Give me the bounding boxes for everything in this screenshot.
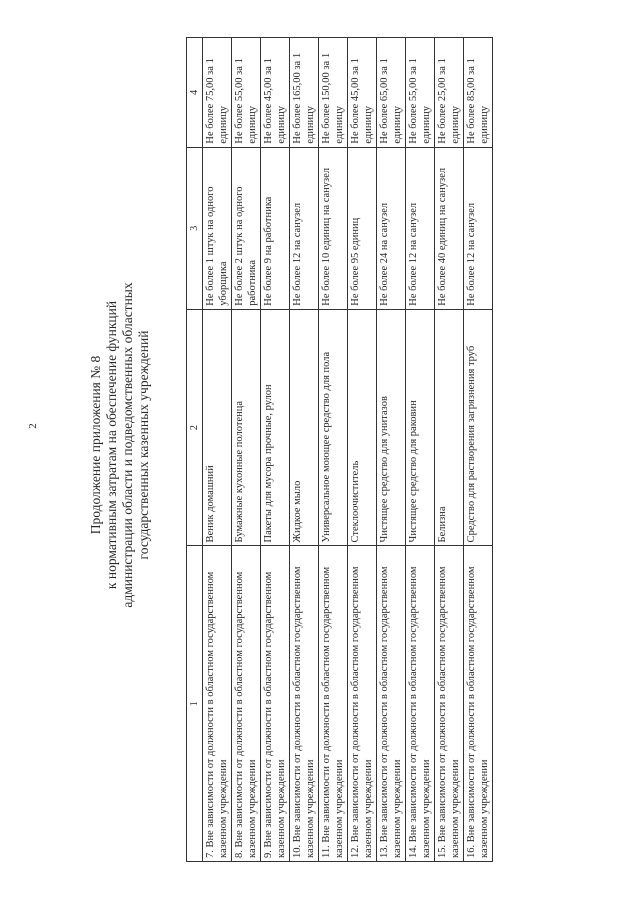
quantity-cell: Не более 1 штук на одного уборщика [203, 147, 232, 309]
position-cell: 7. Вне зависимости от должности в областном государственном казенном учреждении [203, 546, 232, 862]
table-row [203, 38, 232, 862]
quantity-cell: Не более 12 на санузел [290, 147, 319, 309]
table-row [290, 38, 319, 862]
table-row [406, 38, 435, 862]
heading-line-1: Продолжение приложения № 8 [88, 355, 103, 535]
quantity-cell: Не более 95 единиц [348, 147, 377, 309]
price-cell: Не более 165,00 за 1 единицу [290, 38, 319, 148]
item-cell: Белизна [435, 309, 464, 546]
position-cell: 9. Вне зависимости от должности в областном государственном казенном учреждении [261, 546, 290, 862]
price-cell: Не более 85,00 за 1 единицу [464, 38, 493, 148]
column-header: 3 [187, 147, 203, 309]
quantity-cell: Не более 40 единиц на санузел [435, 147, 464, 309]
item-cell: Средство для растворения загрязнения труб [464, 309, 493, 546]
column-header: 1 [187, 546, 203, 862]
table-header-row [187, 38, 203, 862]
heading-line-2: к нормативным затратам на обеспечение функций [104, 300, 119, 590]
item-cell: Стеклоочиститель [348, 309, 377, 546]
item-cell: Веник домашний [203, 309, 232, 546]
quantity-cell: Не более 12 на санузел [464, 147, 493, 309]
quantity-cell: Не более 9 на работника [261, 147, 290, 309]
position-cell: 14. Вне зависимости от должности в областном государственном казенном учреждении [406, 546, 435, 862]
heading-line-4: государственных казенных учреждений [136, 330, 151, 560]
item-cell: Пакеты для мусора прочные, рулон [261, 309, 290, 546]
position-cell: 16. Вне зависимости от должности в областном государственном казенном учреждении [464, 546, 493, 862]
item-cell: Чистящее средство для раковин [406, 309, 435, 546]
table-row [348, 38, 377, 862]
quantity-cell: Не более 12 на санузел [406, 147, 435, 309]
table-row [232, 38, 261, 862]
page-number: 2 [26, 423, 39, 429]
item-cell: Чистящее средство для унитазов [377, 309, 406, 546]
item-cell: Жидкое мыло [290, 309, 319, 546]
position-cell: 8. Вне зависимости от должности в областном государственном казенном учреждении [232, 546, 261, 862]
position-cell: 15. Вне зависимости от должности в областном государственном казенном учреждении [435, 546, 464, 862]
price-cell: Не более 45,00 за 1 единицу [261, 38, 290, 148]
price-cell: Не более 65,00 за 1 единицу [377, 38, 406, 148]
quantity-cell: Не более 24 на санузел [377, 147, 406, 309]
item-cell: Универсальное моющее средство для пола [319, 309, 348, 546]
position-cell: 11. Вне зависимости от должности в областном государственном казенном учреждении [319, 546, 348, 862]
position-cell: 10. Вне зависимости от должности в областном государственном казенном учреждении [290, 546, 319, 862]
position-cell: 12. Вне зависимости от должности в областном государственном казенном учреждении [348, 546, 377, 862]
table-row [319, 38, 348, 862]
table-row [261, 38, 290, 862]
price-cell: Не более 55,00 за 1 единицу [406, 38, 435, 148]
quantity-cell: Не более 2 штук на одного работника [232, 147, 261, 309]
price-cell: Не более 75,00 за 1 единицу [203, 38, 232, 148]
heading-line-3: администрации области и подведомственных областных [120, 282, 135, 608]
document-heading [88, 10, 152, 880]
position-cell: 13. Вне зависимости от должности в областном государственном казенном учреждении [377, 546, 406, 862]
price-cell: Не более 55,00 за 1 единицу [232, 38, 261, 148]
column-header: 2 [187, 309, 203, 546]
table-row [377, 38, 406, 862]
table-row [464, 38, 493, 862]
document-page [88, 10, 558, 880]
column-header: 4 [187, 38, 203, 148]
price-cell: Не более 150,00 за 1 единицу [319, 38, 348, 148]
price-cell: Не более 45,00 за 1 единицу [348, 38, 377, 148]
norms-table [186, 37, 493, 862]
item-cell: Бумажные кухонные полотенца [232, 309, 261, 546]
quantity-cell: Не более 10 единиц на санузел [319, 147, 348, 309]
table-row [435, 38, 464, 862]
price-cell: Не более 25,00 за 1 единицу [435, 38, 464, 148]
